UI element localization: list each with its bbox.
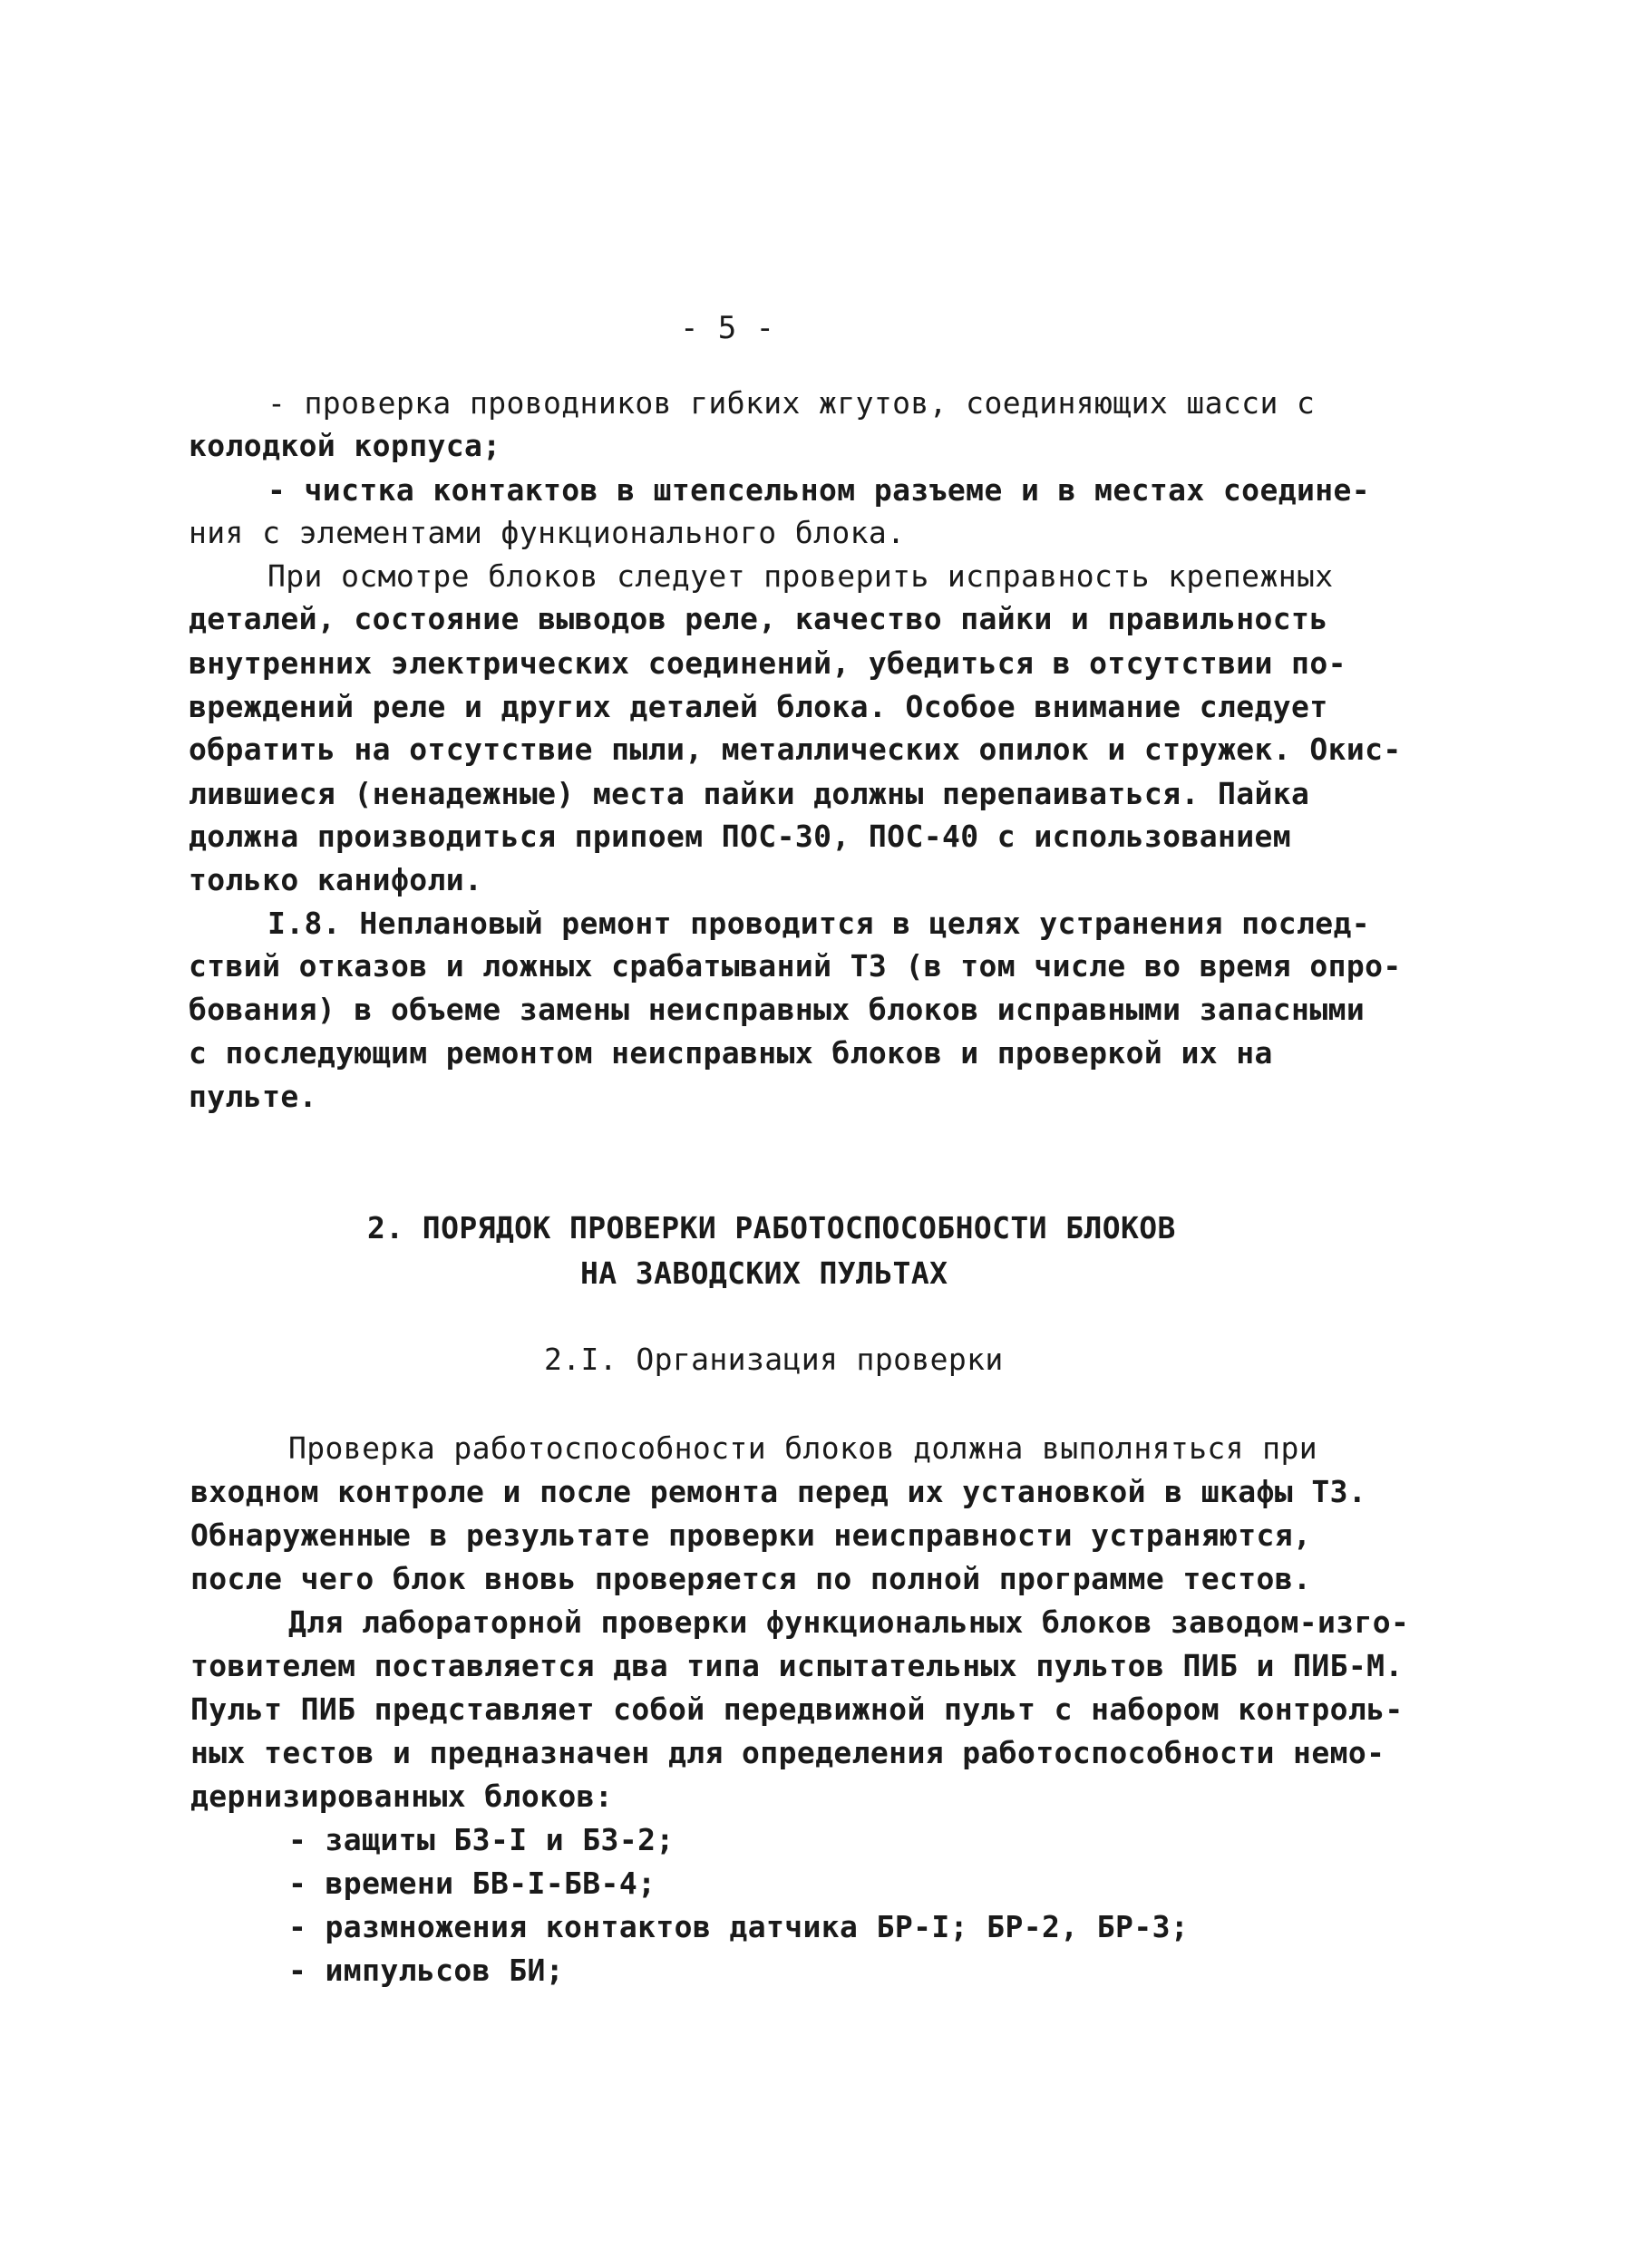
text-line: колодкой корпуса; [189,428,501,463]
subsection-heading: 2.I. Организация проверки [544,1342,1004,1377]
text-line: I.8. Неплановый ремонт проводится в целях устранения послед- [267,906,1371,941]
text-line: дернизированных блоков: [190,1779,614,1814]
text-line: входном контроле и после ремонта перед их установкой в шкафы ТЗ. [190,1474,1367,1509]
text-line: - чистка контактов в штепсельном разъеме и в местах соедине- [267,472,1371,508]
text-line: с последующим ремонтом неисправных блоков и проверкой их на [189,1035,1273,1071]
list-item: - размножения контактов датчика БР-I; БР-2, БР-3; [288,1909,1190,1944]
list-item: - защиты БЗ-I и БЗ-2; [288,1822,675,1857]
text-line: вреждений реле и других деталей блока. Особое внимание следует [189,689,1328,724]
section-heading: НА ЗАВОДСКИХ ПУЛЬТАХ [580,1255,948,1291]
text-line: Для лабораторной проверки функциональных блоков заводом-изго- [288,1604,1410,1640]
text-line: ствий отказов и ложных срабатываний ТЗ (в том числе во время опро- [189,948,1402,984]
text-line: должна производиться припоем ПОС-30, ПОС-40 с использованием [189,819,1292,854]
text-line: Проверка работоспособности блоков должна выполняться при [288,1430,1317,1466]
text-line: бования) в объеме замены неисправных блоков исправными запасными [189,992,1366,1027]
text-line: лившиеся (ненадежные) места пайки должны перепаиваться. Пайка [189,776,1310,811]
text-line: внутренних электрических соединений, убедиться в отсутствии по- [189,645,1346,681]
text-line: ных тестов и предназначен для определения работоспособности немо- [190,1735,1385,1770]
text-line: товителем поставляется два типа испытательных пультов ПИБ и ПИБ-М. [190,1648,1404,1683]
text-line: после чего блок вновь проверяется по полной программе тестов. [190,1561,1312,1596]
text-line: Пульт ПИБ представляет собой передвижной пульт с набором контроль- [190,1691,1404,1727]
text-line: Обнаруженные в результате проверки неисправности устраняются, [190,1517,1312,1553]
page-number: - 5 - [680,310,775,346]
text-line: При осмотре блоков следует проверить исправность крепежных [267,558,1334,594]
section-heading: 2. ПОРЯДОК ПРОВЕРКИ РАБОТОСПОСОБНОСТИ БЛОКОВ [367,1210,1176,1245]
list-item: - импульсов БИ; [288,1953,565,1988]
text-line: обратить на отсутствие пыли, металлических опилок и стружек. Окис- [189,732,1402,767]
text-line: - проверка проводников гибких жгутов, соединяющих шасси с [267,385,1316,421]
list-item: - времени БВ-I-БВ-4; [288,1866,656,1901]
text-line: ния с элементами функционального блока. [189,515,906,550]
text-line: только канифоли. [189,862,483,897]
text-line: деталей, состояние выводов реле, качество пайки и правильность [189,601,1328,636]
text-line: пульте. [189,1079,317,1114]
